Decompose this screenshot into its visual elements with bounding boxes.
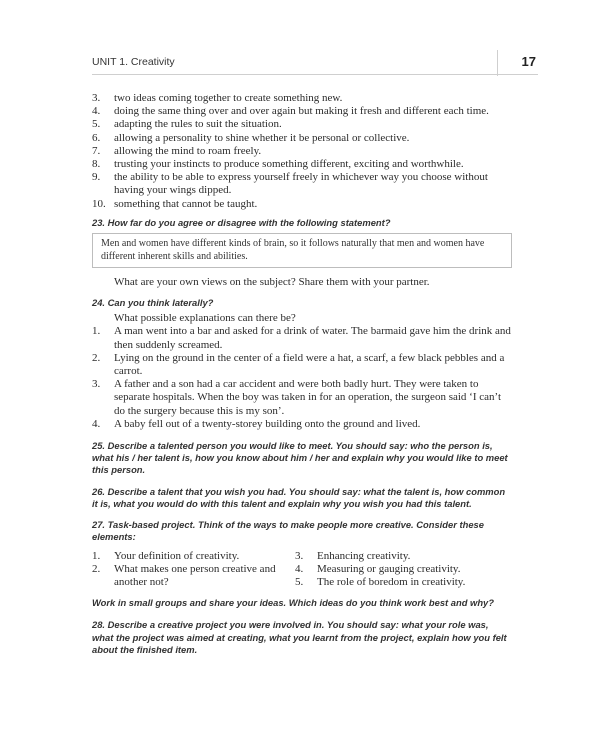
question-23-followup: What are your own views on the subject? Share them with your partner. (114, 275, 430, 288)
elements-left-column (92, 550, 295, 590)
question-24-intro: What possible explanations can there be? (114, 312, 296, 325)
question-27-followup: Work in small groups and share your ideas. Which ideas do you think work best and why? (92, 597, 494, 609)
list-item: 3. Enhancing creativity. (295, 549, 411, 562)
list-item: 3. A father and a son had a car accident and were both badly hurt. They were taken to separate hospitals. When the boy was taken in for an operation, the surgeon said ‘I can’t do the surgery because this is my son’. (92, 378, 502, 417)
question-26: 26. Describe a talent that you wish you had. You should say: what the talent is, how common it is, what you would do with this talent and explain why you wish you had this talent. (92, 485, 506, 509)
list-item: 4. Measuring or gauging creativity. (295, 562, 461, 575)
elements-right-column (295, 550, 512, 590)
list-item: 9. the ability to be able to express yourself freely in whichever way you choose without having your wings dipped. (92, 171, 488, 197)
header-divider (497, 50, 498, 76)
puzzles-list (92, 325, 512, 431)
question-27-heading: 27. Task-based project. Think of the ways to make people more creative. Consider these elements: (92, 519, 484, 543)
page-content (92, 92, 512, 656)
list-item: 3. two ideas coming together to create something new. (92, 92, 343, 104)
list-item: 5. adapting the rules to suit the situation. (92, 118, 282, 131)
question-25: 25. Describe a talented person you would like to meet. You should say: who the person is, what his / her talent is, how you know about him / her and explain why you would like to meet this person. (92, 440, 508, 476)
list-item: 4. doing the same thing over and over again but making it fresh and different each time. (92, 105, 489, 118)
list-item: 1. Your definition of creativity. (92, 549, 240, 562)
list-item: 8. trusting your instincts to produce something different, exciting and worthwhile. (92, 158, 464, 171)
elements-columns (92, 550, 512, 590)
page-header (92, 52, 538, 75)
question-24-heading: 24. Can you think laterally? (92, 297, 214, 309)
list-item: 5. The role of boredom in creativity. (295, 575, 466, 588)
question-28: 28. Describe a creative project you were involved in. You should say: what your role was, what the project was aimed at creating, what you learnt from the project, explain how you felt about the finished item. (92, 619, 507, 655)
list-item: 1. A man went into a bar and asked for a drink of water. The barmaid gave him the drink and then suddenly screamed. (92, 325, 511, 351)
question-23-heading: 23. How far do you agree or disagree with the following statement? (92, 216, 391, 228)
list-item: 6. allowing a personality to shine whether it be personal or collective. (92, 131, 410, 144)
list-item: 10. something that cannot be taught. (92, 197, 258, 210)
list-item: 2. Lying on the ground in the center of a field were a hat, a scarf, a few black pebbles and a carrot. (92, 351, 505, 378)
list-item: 4. A baby fell out of a twenty-storey building onto the ground and lived. (92, 417, 421, 430)
list-item: 2. What makes one person creative and another not? (92, 562, 276, 588)
definitions-list (92, 92, 512, 211)
unit-title: UNIT 1. Creativity (92, 56, 175, 68)
list-item: 7. allowing the mind to roam freely. (92, 144, 262, 157)
statement-box: Men and women have different kinds of brain, so it follows naturally that men and women have different inherent skills and abilities. (92, 233, 512, 268)
page-number: 17 (521, 54, 536, 69)
